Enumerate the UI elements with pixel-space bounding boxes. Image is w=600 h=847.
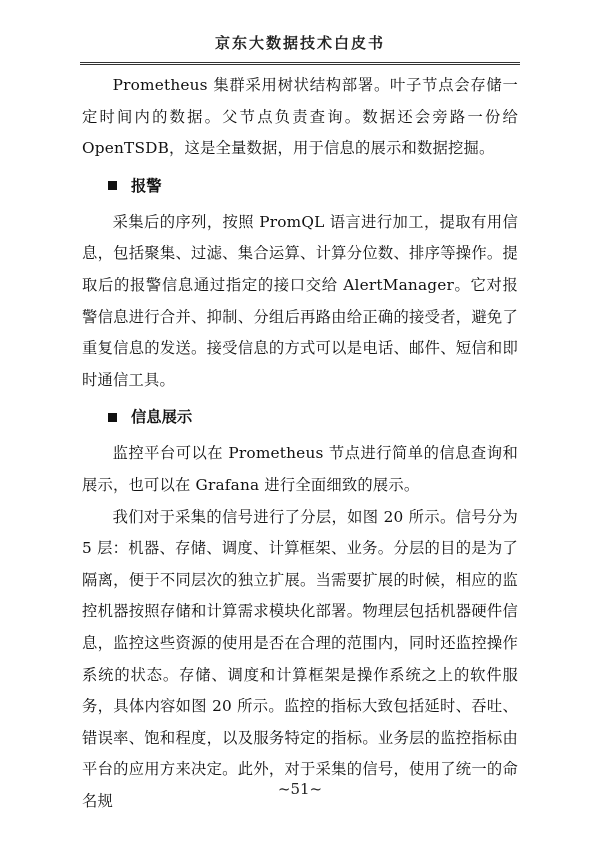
running-header: 京东大数据技术白皮书 — [214, 34, 385, 52]
paragraph-alert: 采集后的序列，按照 PromQL 语言进行加工，提取有用信息，包括聚集、过滤、集合运算、计算分位数、排序等操作。提取后的报警信息通过指定的接口交给 AlertManager。它对报警信息进行合并、抑制、分组后再路由给正确的接受者，避免了重复信息的发送。接受信息的方式可以是电话、邮件、短信和即时通信工具。 — [82, 212, 518, 389]
paragraph-display: 监控平台可以在 Prometheus 节点进行简单的信息查询和展示，也可以在 Grafana 进行全面细致的展示。 — [82, 444, 518, 494]
paragraph-signal-layers: 我们对于采集的信号进行了分层，如图 20 所示。信号分为 5 层：机器、存储、调度、计算框架、业务。分层的目的是为了隔离，便于不同层次的独立扩展。当需要扩展的时候，相应的监控机器按照存储和计算需求模块化部署。物理层包括机器硬件信息，监控这些资源的使用是否在合理的范围内，同时还监控操作系统的状态。存储、调度和计算框架是操作系统之上的软件服务，具体内容如图 20 所示。监控的指标大致包括延时、吞吐、错误率、饱和程度，以及服务特定的指标。业务层的监控指标由平台的应用方来决定。此外，对于采集的信号，使用了统一的命名规 — [82, 507, 518, 810]
section-heading-alert-label: 报警 — [131, 176, 162, 195]
section-heading-display-label: 信息展示 — [131, 408, 193, 427]
section-heading-alert — [82, 165, 518, 207]
page-number: ~51~ — [277, 780, 323, 798]
section-heading-display — [82, 396, 518, 438]
header-rule — [80, 62, 520, 65]
square-bullet-icon — [108, 413, 117, 422]
paragraph-prometheus-cluster: Prometheus 集群采用树状结构部署。叶子节点会存储一定时间内的数据。父节点负责查询。数据还会旁路一份给 OpenTSDB，这是全量数据，用于信息的展示和数据挖掘。 — [82, 76, 518, 158]
square-bullet-icon — [108, 181, 117, 190]
body-text — [82, 70, 518, 817]
